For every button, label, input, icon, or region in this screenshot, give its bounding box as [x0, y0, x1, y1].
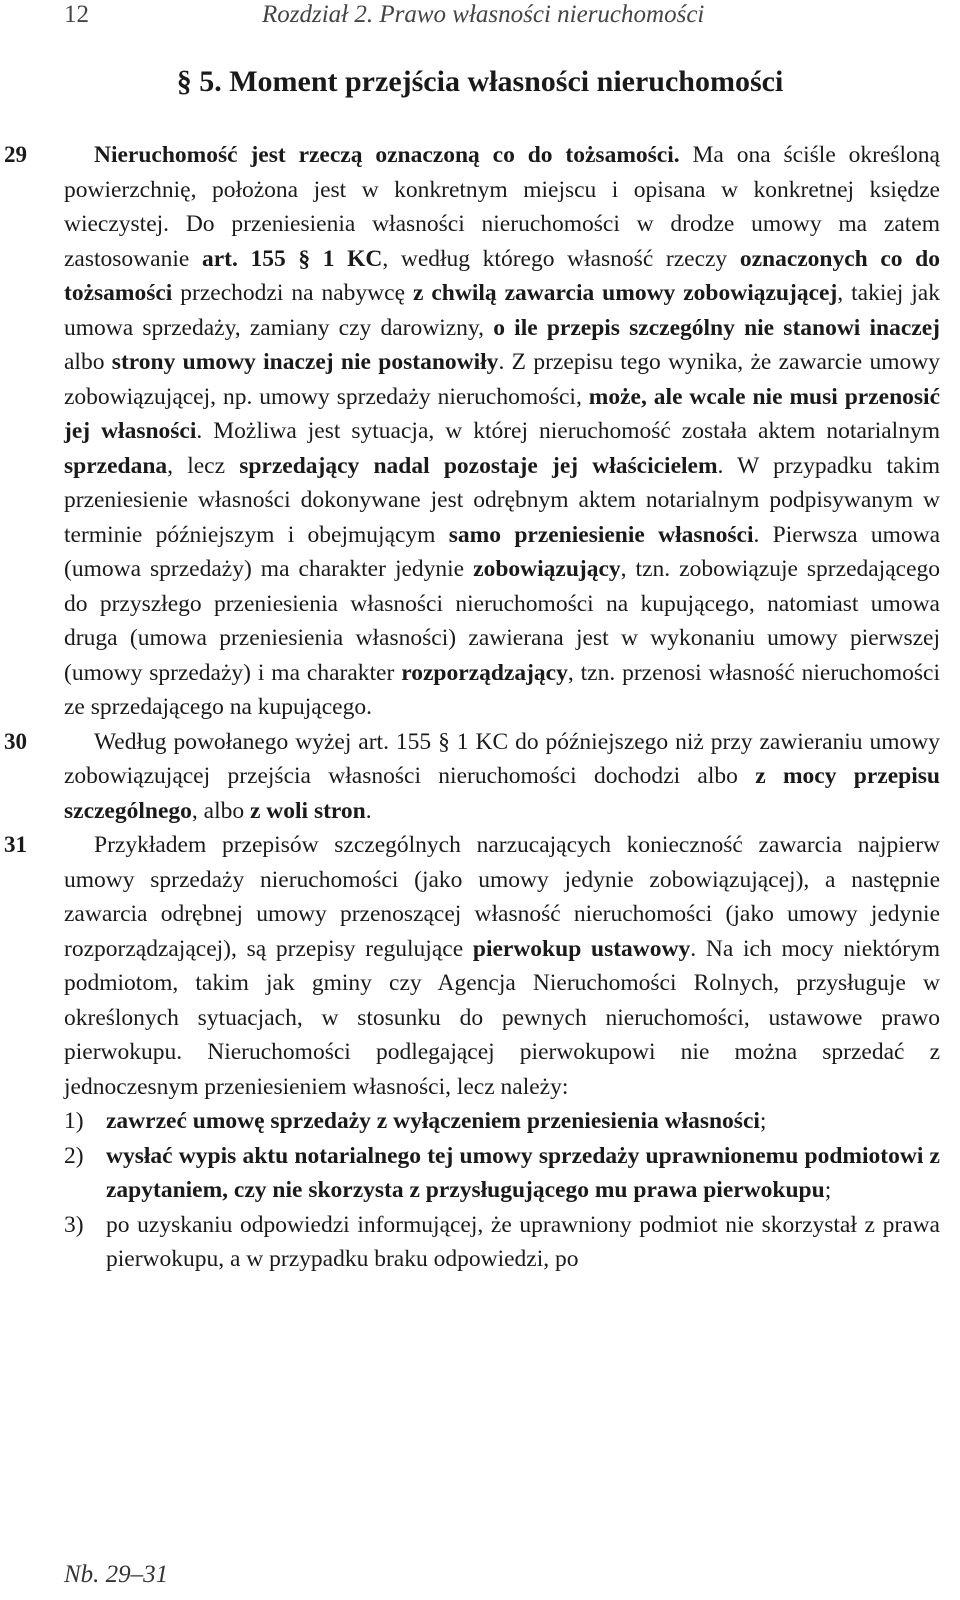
text-bold: pierwokup ustawowy	[472, 935, 691, 962]
text-bold: może, ale wcale nie musi przenosić jej własności	[64, 383, 941, 444]
text-bold: oznaczonych co do tożsamości	[64, 245, 941, 306]
text-bold: art. 155 § 1 KC	[201, 245, 383, 272]
text-bold: o ile przepis szczególny nie stanowi inaczej	[493, 314, 940, 341]
text-run: Przykładem przepisów szczególnych narzucających konieczność zawarcia najpierw umowy sprzedaży nieruchomości (jako umowy jedynie zobowiązującej), a następnie zawarcia odrębnej umowy przenoszącej własność nieruchomości (jako umowy jedynie rozporządzającej), są przepisy regulujące	[64, 832, 940, 962]
text-bold: Nieruchomość jest rzeczą oznaczoną co do tożsamości.	[94, 142, 680, 168]
list-item	[64, 1139, 940, 1208]
text-run: , według którego własność rzeczy	[382, 245, 740, 272]
text-bold: samo przeniesienie własności	[448, 521, 754, 548]
paragraph-31	[4, 828, 941, 1104]
text-run: przechodzi na nabywcę	[172, 280, 413, 306]
section-title: § 5. Moment przejścia własności nieruchomości	[176, 65, 784, 98]
text-run: , lecz	[167, 452, 240, 479]
body-text	[4, 138, 941, 1277]
text-bold: zawrzeć umowę sprzedaży z wyłączeniem przeniesienia własności	[106, 1108, 760, 1134]
text-run: po uzyskaniu odpowiedzi informującej, że uprawniony podmiot nie skorzystał z prawa pierwokupu, a w przypadku braku odpowiedzi, po	[106, 1211, 940, 1272]
running-head	[64, 0, 944, 30]
text-run: Według powołanego wyżej art. 155 § 1 KC do późniejszego niż przy zawieraniu umowy zobowiązującej przejścia własności nieruchomości dochodzi albo	[64, 728, 940, 789]
text-run: albo	[64, 349, 112, 375]
paragraph-30	[4, 725, 940, 829]
marginal-number-range: Nb. 29–31	[64, 1561, 169, 1588]
list-number: 2)	[64, 1142, 84, 1169]
text-run: , tzn. zobowiązuje sprzedającego do przyszłego przeniesienia własności nieruchomości na kupującego, natomiast umowa druga (umowa przeniesienia własności) zawierana jest w wykonaniu umowy pierwszej (umowy sprzedaży) i ma charakter	[64, 556, 940, 686]
text-bold: strony umowy inaczej nie postanowiły	[111, 349, 499, 375]
text-run: . Na ich mocy niektórym podmiotom, takim jak gminy czy Agencja Nieruchomości Rolnych, przysługuje w określonych sytuacjach, w stosunku do pewnych nieruchomości, ustawowe prawo pierwokupu. Nieruchomości podlegającej pierwokupowi nie można sprzedać z jednoczesnym przeniesieniem własności, lecz należy:	[64, 935, 941, 1100]
text-run: . Z przepisu tego wynika, że zawarcie umowy zobowiązującej, np. umowy sprzedaży nieruchomości,	[64, 349, 940, 410]
text-bold: z chwilą zawarcia umowy zobowiązującej	[412, 280, 838, 306]
list-item	[64, 1208, 940, 1277]
text-bold: zobowiązujący	[473, 556, 621, 582]
text-bold: sprzedana	[64, 452, 168, 479]
text-bold: wysłać wypis aktu notarialnego tej umowy sprzedaży uprawnionemu podmiotowi z zapytaniem, czy nie skorzysta z przysługującego mu prawa pierwokupu	[106, 1142, 940, 1203]
text-bold: z mocy przepisu szczególnego	[64, 763, 940, 824]
text-bold: rozporządzający	[401, 659, 568, 686]
margin-number-30: 30	[4, 728, 27, 754]
text-run: . Możliwa jest sytuacja, w której nieruchomość została aktem notarialnym	[196, 418, 940, 444]
margin-number-31: 31	[4, 832, 27, 857]
list-item	[64, 1104, 940, 1139]
list-number: 3)	[64, 1211, 84, 1238]
text-run: ;	[824, 1177, 832, 1203]
text-run: , albo	[191, 797, 250, 824]
text-run: . Pierwsza umowa (umowa sprzedaży) ma charakter jedynie	[64, 521, 941, 582]
page-number: 12	[64, 1, 89, 28]
margin-number-29: 29	[4, 142, 27, 167]
paragraph-29	[4, 138, 941, 725]
text-run: , tzn. przenosi własność nieruchomości ze sprzedającego na kupującego.	[64, 659, 940, 720]
text-run: ;	[759, 1108, 767, 1134]
chapter-title: Rozdział 2. Prawo własności nieruchomości	[262, 1, 705, 28]
text-run: , takiej jak umowa sprzedaży, zamiany czy darowizny,	[64, 280, 940, 341]
list-number: 1)	[64, 1108, 84, 1134]
text-run: . W przypadku takim przeniesienie własności dokonywane jest odrębnym aktem notarialnym podpisywanym w terminie późniejszym i obejmującym	[64, 452, 940, 548]
numbered-list	[64, 1104, 940, 1277]
text-bold: z woli stron	[250, 797, 366, 824]
text-run: .	[365, 797, 372, 824]
text-bold: sprzedający nadal pozostaje jej właścicielem	[239, 452, 718, 479]
text-run: Ma ona ściśle określoną powierzchnię, położona jest w konkretnym miejscu i opisana w konkretnej księdze wieczystej. Do przeniesienia własności nieruchomości w drodze umowy ma zatem zastosowanie	[64, 142, 940, 272]
